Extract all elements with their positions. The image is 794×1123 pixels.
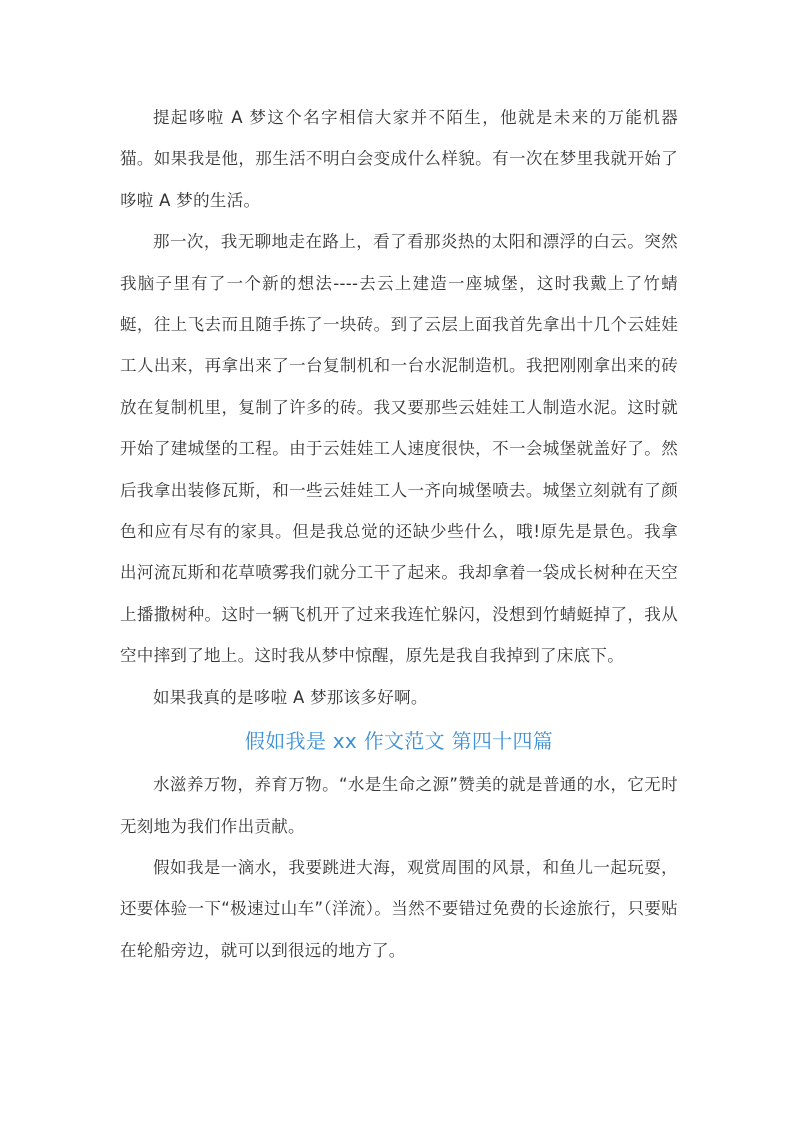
paragraph-doraemon-intro: 提起哆啦 A 梦这个名字相信大家并不陌生，他就是未来的万能机器猫。如果我是他，那生活不明白会变成什么样貌。有一次在梦里我就开始了哆啦 A 梦的生活。 (120, 108, 678, 210)
paragraph-doraemon-ending: 如果我真的是哆啦 A 梦那该多好啊。 (153, 687, 428, 707)
document-page (120, 97, 678, 971)
paragraph-water-intro: 水滋养万物，养育万物。“水是生命之源”赞美的就是普通的水，它无时无刻地为我们作出贡献。 (120, 775, 678, 836)
paragraph-water-drop: 假如我是一滴水，我要跳进大海，观赏周围的风景，和鱼儿一起玩耍，还要体验一下“极速过山车”（洋流）。当然不要错过免费的长途旅行，只要贴在轮船旁边，就可以到很远的地方了。 (120, 857, 678, 960)
paragraph-doraemon-story: 那一次，我无聊地走在路上，看了看那炎热的太阳和漂浮的白云。突然我脑子里有了一个新的想法----去云上建造一座城堡，这时我戴上了竹蜻蜓，往上飞去而且随手拣了一块砖。到了云层上面我首先拿出十几个云娃娃工人出来，再拿出来了一台复制机和一台水泥制造机。我把刚刚拿出来的砖放在复制机里，复制了许多的砖。我又要那些云娃娃工人制造水泥。这时就开始了建城堡的工程。由于云娃娃工人速度很快，不一会城堡就盖好了。然后我拿出装修瓦斯，和一些云娃娃工人一齐向城堡喷去。城堡立刻就有了颜色和应有尽有的家具。但是我总觉的还缺少些什么，哦!原先是景色。我拿出河流瓦斯和花草喷雾我们就分工干了起来。我却拿着一袋成长树种在天空上播撒树种。这时一辆飞机开了过来我连忙躲闪，没想到竹蜻蜓掉了，我从空中摔到了地上。这时我从梦中惊醒，原先是我自我掉到了床底下。 (120, 232, 678, 666)
section-heading: 假如我是 xx 作文范文 第四十四篇 (244, 729, 554, 754)
